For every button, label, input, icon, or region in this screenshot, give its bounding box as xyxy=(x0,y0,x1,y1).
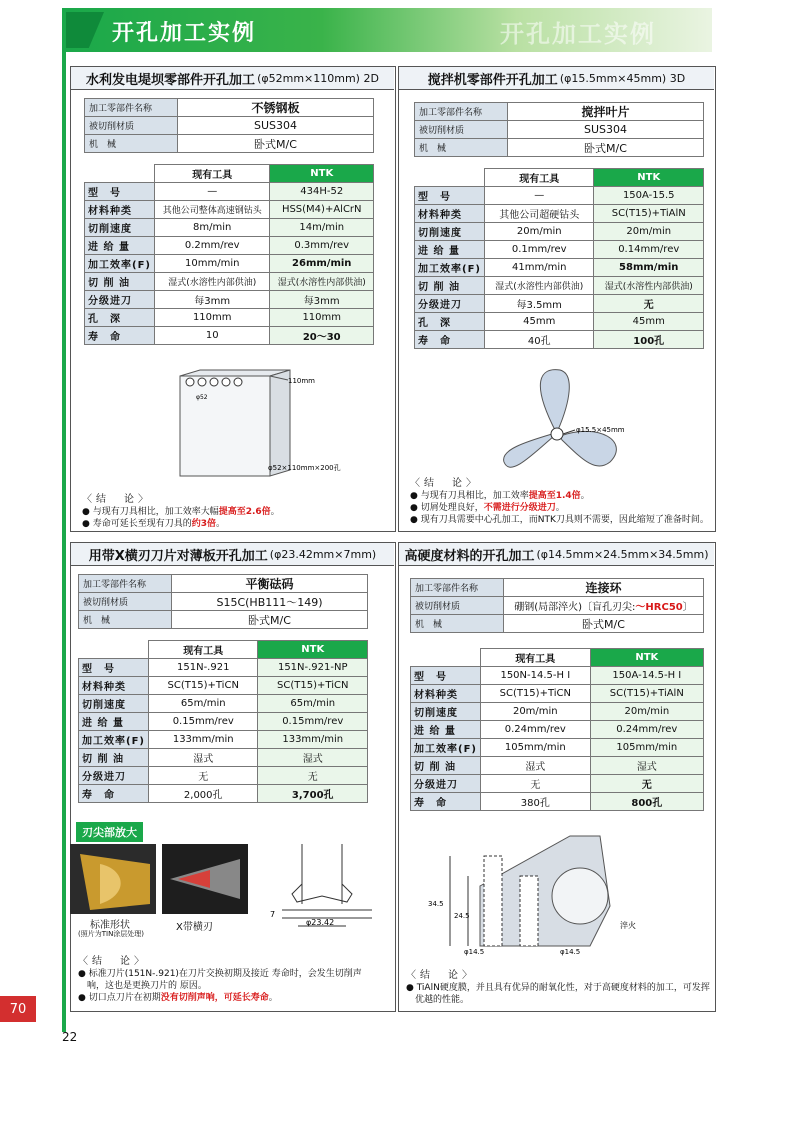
drawing-d1: φ14.5 xyxy=(464,948,485,956)
cell-current: 150N-14.5-H I xyxy=(480,667,590,685)
row-label: 型 号 xyxy=(415,187,485,205)
conclusion-line-2 xyxy=(78,992,388,1004)
cell-current: 湿式 xyxy=(148,749,258,767)
section-4-dims: (φ14.5mm×24.5mm×34.5mm) xyxy=(536,547,709,561)
cell-ntk: 151N-.921-NP xyxy=(258,659,368,677)
row-label: 型 号 xyxy=(85,183,155,201)
cell-ntk: 湿式(水溶性内部供油) xyxy=(594,277,704,295)
row-label: 加工效率(F) xyxy=(79,731,149,749)
row-label: 切削速度 xyxy=(411,703,481,721)
row-label: 加工效率(F) xyxy=(411,739,481,757)
conclusion-line-1b: 优越的性能。 xyxy=(406,995,470,1005)
label-machine: 机 械 xyxy=(411,615,504,633)
conclusion-highlight: 提高至2.6倍 xyxy=(218,507,271,517)
conclusion-text: 。 xyxy=(555,503,565,513)
cell-current: 65m/min xyxy=(148,695,258,713)
header-current-tool: 现有工具 xyxy=(148,641,258,659)
section-4-title xyxy=(399,543,714,566)
label-machine: 机 械 xyxy=(85,135,178,153)
section-3-conclusion xyxy=(78,956,388,1004)
section-4-drawing xyxy=(420,826,660,956)
section-4-conclusion xyxy=(406,970,710,1006)
row-label: 材料种类 xyxy=(85,201,155,219)
row-label: 分级进刀 xyxy=(411,775,481,793)
row-label: 寿 命 xyxy=(85,327,155,345)
conclusion-text: ● 切屑处理良好， xyxy=(410,503,484,513)
cell-ntk: 0.15mm/rev xyxy=(258,713,368,731)
cell-current: 41mm/min xyxy=(484,259,594,277)
conclusion-text: ● 切口点刀片在初期 xyxy=(78,993,161,1003)
header-current-tool: 现有工具 xyxy=(480,649,590,667)
cell-ntk: 14m/min xyxy=(270,219,374,237)
cell-ntk: SC(T15)+TiAlN xyxy=(594,205,704,223)
material-text: 硼钢(局部淬火)〔盲孔刃尖: xyxy=(514,602,636,613)
cell-ntk: 45mm xyxy=(594,313,704,331)
page-title: 开孔加工实例 xyxy=(112,21,257,46)
conclusion-text: 。 xyxy=(215,519,225,529)
conclusion-highlight: 不需进行分级进刀 xyxy=(483,503,556,513)
cell-current: 8m/min xyxy=(154,219,269,237)
cell-ntk: SC(T15)+TiAlN xyxy=(590,685,703,703)
cell-ntk: 58mm/min xyxy=(594,259,704,277)
material: SUS304 xyxy=(178,117,374,135)
cell-current: 每3.5mm xyxy=(484,295,594,313)
photo-caption-standard: 标准形状 xyxy=(90,920,130,931)
part-name: 连接环 xyxy=(504,579,704,597)
section-3-photos xyxy=(70,844,250,914)
section-3-title xyxy=(71,543,394,566)
label-part-name: 加工零部件名称 xyxy=(85,99,178,117)
part-name: 平衡砝码 xyxy=(172,575,368,593)
cell-current: SC(T15)+TiCN xyxy=(148,677,258,695)
cell-ntk: 65m/min xyxy=(258,695,368,713)
cell-current: 无 xyxy=(480,775,590,793)
cell-current: 45mm xyxy=(484,313,594,331)
header-ntk: NTK xyxy=(270,165,374,183)
cell-ntk: 20～30 xyxy=(270,327,374,345)
section-3-info-table xyxy=(78,574,368,629)
drawing-quench: 淬火 xyxy=(620,921,636,930)
section-2-compare-table xyxy=(414,168,704,349)
row-label: 切 削 油 xyxy=(415,277,485,295)
header-ntk: NTK xyxy=(594,169,704,187)
drawing-diameter: φ23.42 xyxy=(306,918,335,927)
left-stripe xyxy=(62,52,66,1032)
cell-ntk: 0.24mm/rev xyxy=(590,721,703,739)
section-1-conclusion xyxy=(82,494,382,530)
label-material: 被切削材质 xyxy=(411,597,504,615)
cell-ntk: 每3mm xyxy=(270,291,374,309)
fig-dim-side: φ52 xyxy=(196,394,208,401)
cell-current: 0.1mm/rev xyxy=(484,241,594,259)
section-2-dims: (φ15.5mm×45mm) 3D xyxy=(559,71,686,85)
conclusion-highlight: 没有切削声响，可延长寿命 xyxy=(160,993,269,1003)
cell-current: 10 xyxy=(154,327,269,345)
cell-current: 40孔 xyxy=(484,331,594,349)
cell-current: 0.24mm/rev xyxy=(480,721,590,739)
conclusion-line-3: ● 现有刀具需要中心孔加工，而NTK刀具则不需要，因此缩短了准备时间。 xyxy=(410,515,709,525)
row-label: 切削速度 xyxy=(85,219,155,237)
cell-current: 湿式 xyxy=(480,757,590,775)
row-label: 材料种类 xyxy=(415,205,485,223)
material: SUS304 xyxy=(508,121,704,139)
conclusion-line-1b: 响，这也是更换刀片的 原因。 xyxy=(78,981,207,991)
row-label: 材料种类 xyxy=(411,685,481,703)
section-3-drawing xyxy=(262,844,382,934)
row-label: 切削速度 xyxy=(415,223,485,241)
header-current-tool: 现有工具 xyxy=(154,165,269,183)
material-text: 〕 xyxy=(682,602,693,613)
cell-current: 20m/min xyxy=(480,703,590,721)
part-name: 搅拌叶片 xyxy=(508,103,704,121)
cell-current: 380孔 xyxy=(480,793,590,811)
row-label: 加工效率(F) xyxy=(415,259,485,277)
cell-ntk: 110mm xyxy=(270,309,374,327)
row-label: 寿 命 xyxy=(415,331,485,349)
row-label: 分级进刀 xyxy=(79,767,149,785)
section-4-title-text: 高硬度材料的开孔加工 xyxy=(404,548,535,564)
conclusion-text: 。 xyxy=(580,491,590,501)
section-4-info-table xyxy=(410,578,704,633)
conclusion-line-1 xyxy=(410,490,710,502)
section-2-conclusion xyxy=(410,478,710,526)
cell-current: 20m/min xyxy=(484,223,594,241)
section-2-figure xyxy=(500,362,700,482)
material: S15C(HB111～149) xyxy=(172,593,368,611)
conclusion-heading: 〈结 论〉 xyxy=(410,478,480,489)
row-label: 切 削 油 xyxy=(85,273,155,291)
cell-ntk: 湿式 xyxy=(258,749,368,767)
section-3-title-text: 用带X横刃刀片对薄板开孔加工 xyxy=(88,548,268,564)
label-part-name: 加工零部件名称 xyxy=(411,579,504,597)
cell-ntk: 20m/min xyxy=(594,223,704,241)
conclusion-line-1: ● 标准刀片(151N-.921)在刀片交换初期及接近 寿命时，会发生切削声 xyxy=(78,969,362,979)
header-current-tool: 现有工具 xyxy=(484,169,594,187)
cell-ntk: HSS(M4)+AlCrN xyxy=(270,201,374,219)
drawing-h1: 34.5 xyxy=(428,900,444,908)
cell-ntk: 105mm/min xyxy=(590,739,703,757)
cell-ntk: 0.3mm/rev xyxy=(270,237,374,255)
conclusion-line-1: ● TiAlN硬度膜，并且具有优异的耐氧化性，对于高硬度材料的加工，可发挥 xyxy=(406,983,710,993)
header-ntk: NTK xyxy=(258,641,368,659)
row-label: 切 削 油 xyxy=(411,757,481,775)
label-material: 被切削材质 xyxy=(415,121,508,139)
machine: 卧式M/C xyxy=(504,615,704,633)
row-label: 进 给 量 xyxy=(85,237,155,255)
material xyxy=(504,597,704,615)
machine: 卧式M/C xyxy=(178,135,374,153)
cell-ntk: 133mm/min xyxy=(258,731,368,749)
cell-ntk: 0.14mm/rev xyxy=(594,241,704,259)
fig-caption: φ15.5×45mm xyxy=(576,426,625,434)
section-2-info-table xyxy=(414,102,704,157)
cell-current: 0.2mm/rev xyxy=(154,237,269,255)
cell-ntk: SC(T15)+TiCN xyxy=(258,677,368,695)
label-part-name: 加工零部件名称 xyxy=(79,575,172,593)
conclusion-text: ● 与现有刀具相比，加工效率 xyxy=(410,491,529,501)
row-label: 加工效率(F) xyxy=(85,255,155,273)
cell-ntk: 20m/min xyxy=(590,703,703,721)
cell-current: 无 xyxy=(148,767,258,785)
conclusion-text: ● 寿命可延长至现有刀具的 xyxy=(82,519,192,529)
cell-current: 133mm/min xyxy=(148,731,258,749)
section-3-compare-table xyxy=(78,640,368,803)
conclusion-highlight: 约3倍 xyxy=(191,519,216,529)
material-highlight: ～HRC50 xyxy=(635,602,683,613)
row-label: 寿 命 xyxy=(411,793,481,811)
cell-current: 105mm/min xyxy=(480,739,590,757)
label-part-name: 加工零部件名称 xyxy=(415,103,508,121)
photo-caption-standard-note: (照片为TIN涂层处理) xyxy=(78,930,145,938)
photo-caption-x: X带横刃 xyxy=(176,922,213,933)
section-1-info-table xyxy=(84,98,374,153)
row-label: 进 给 量 xyxy=(415,241,485,259)
cell-ntk: 无 xyxy=(594,295,704,313)
drawing-h2: 24.5 xyxy=(454,912,470,920)
label-material: 被切削材质 xyxy=(85,117,178,135)
section-1-dims: (φ52mm×110mm) 2D xyxy=(257,71,379,85)
row-label: 孔 深 xyxy=(85,309,155,327)
section-1-compare-table xyxy=(84,164,374,345)
conclusion-heading: 〈结 论〉 xyxy=(78,956,148,967)
label-material: 被切削材质 xyxy=(79,593,172,611)
page-number: 22 xyxy=(62,1030,78,1044)
label-machine: 机 械 xyxy=(79,611,172,629)
cell-ntk: 3,700孔 xyxy=(258,785,368,803)
cell-current: SC(T15)+TiCN xyxy=(480,685,590,703)
section-4-compare-table xyxy=(410,648,704,811)
cell-ntk: 湿式 xyxy=(590,757,703,775)
zoom-tag: 刃尖部放大 xyxy=(76,822,143,842)
fig-dim-top: 110mm xyxy=(288,377,315,385)
part-name: 不锈钢板 xyxy=(178,99,374,117)
cell-ntk: 150A-15.5 xyxy=(594,187,704,205)
cell-ntk: 100孔 xyxy=(594,331,704,349)
cell-current: 每3mm xyxy=(154,291,269,309)
row-label: 分级进刀 xyxy=(85,291,155,309)
cell-current: 其他公司整体高速钢钻头 xyxy=(154,201,269,219)
row-label: 切 削 油 xyxy=(79,749,149,767)
machine: 卧式M/C xyxy=(508,139,704,157)
fig-caption: φ52×110mm×200孔 xyxy=(268,464,341,472)
row-label: 分级进刀 xyxy=(415,295,485,313)
row-label: 进 给 量 xyxy=(79,713,149,731)
conclusion-line-2 xyxy=(410,502,710,514)
cell-current: 湿式(水溶性内部供油) xyxy=(154,273,269,291)
page-number-tab: 70 xyxy=(0,996,36,1022)
cell-current: — xyxy=(154,183,269,201)
section-2-title-text: 搅拌机零部件开孔加工 xyxy=(427,72,558,88)
drawing-depth: 7 xyxy=(270,910,276,919)
section-1-figure xyxy=(160,366,380,486)
section-1-title xyxy=(71,67,394,90)
row-label: 进 给 量 xyxy=(411,721,481,739)
cell-current: 151N-.921 xyxy=(148,659,258,677)
conclusion-heading: 〈结 论〉 xyxy=(82,494,152,505)
drawing-d2: φ14.5 xyxy=(560,948,581,956)
cell-current: 湿式(水溶性内部供油) xyxy=(484,277,594,295)
section-1-title-text: 水利发电堤坝零部件开孔加工 xyxy=(86,72,256,88)
conclusion-text: 。 xyxy=(270,507,280,517)
conclusion-text: 。 xyxy=(268,993,278,1003)
conclusion-line-2 xyxy=(82,518,382,530)
conclusion-heading: 〈结 论〉 xyxy=(406,970,476,981)
header-ntk: NTK xyxy=(590,649,703,667)
cell-ntk: 湿式(水溶性内部供油) xyxy=(270,273,374,291)
row-label: 孔 深 xyxy=(415,313,485,331)
cell-current: — xyxy=(484,187,594,205)
row-label: 型 号 xyxy=(411,667,481,685)
row-label: 材料种类 xyxy=(79,677,149,695)
machine: 卧式M/C xyxy=(172,611,368,629)
page-title-ghost: 开孔加工实例 xyxy=(500,20,656,48)
cell-ntk: 434H-52 xyxy=(270,183,374,201)
row-label: 切削速度 xyxy=(79,695,149,713)
row-label: 型 号 xyxy=(79,659,149,677)
cell-ntk: 800孔 xyxy=(590,793,703,811)
conclusion-line-1 xyxy=(82,506,382,518)
cell-current: 10mm/min xyxy=(154,255,269,273)
label-machine: 机 械 xyxy=(415,139,508,157)
conclusion-highlight: 提高至1.4倍 xyxy=(528,491,581,501)
cell-current: 2,000孔 xyxy=(148,785,258,803)
conclusion-text: ● 与现有刀具相比，加工效率大幅 xyxy=(82,507,219,517)
section-2-title xyxy=(399,67,714,90)
section-3-dims: (φ23.42mm×7mm) xyxy=(269,547,377,561)
row-label: 寿 命 xyxy=(79,785,149,803)
cell-current: 其他公司超硬钻头 xyxy=(484,205,594,223)
cell-ntk: 26mm/min xyxy=(270,255,374,273)
cell-ntk: 无 xyxy=(590,775,703,793)
cell-ntk: 150A-14.5-H I xyxy=(590,667,703,685)
cell-current: 110mm xyxy=(154,309,269,327)
cell-ntk: 无 xyxy=(258,767,368,785)
cell-current: 0.15mm/rev xyxy=(148,713,258,731)
